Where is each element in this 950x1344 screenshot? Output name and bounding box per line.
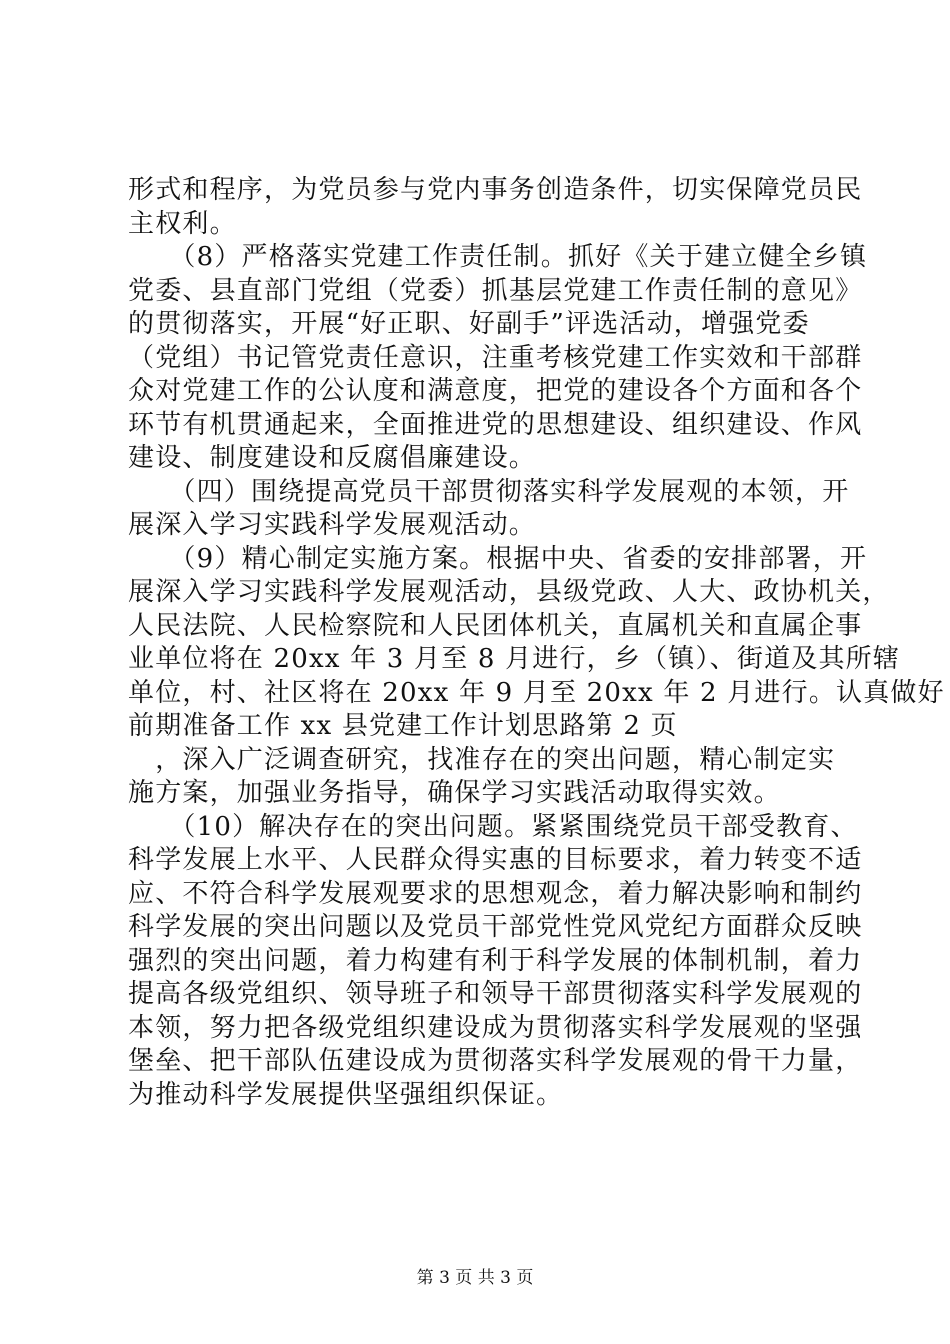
text-line: 环节有机贯通起来，全面推进党的思想建设、组织建设、作风	[128, 409, 863, 440]
text-line: 为推动科学发展提供坚强组织保证。	[128, 1079, 564, 1110]
text-line: （10）解决存在的突出问题。紧紧围绕党员干部受教育、	[128, 811, 858, 842]
text-line: ，深入广泛调查研究，找准存在的突出问题，精心制定实	[128, 744, 836, 775]
text-line: 人民法院、人民检察院和人民团体机关，直属机关和直属企事	[128, 610, 863, 641]
text-line: 展深入学习实践科学发展观活动。	[128, 510, 537, 540]
text-line: 施方案，加强业务指导，确保学习实践活动取得实效。	[128, 778, 781, 808]
text-line: 主权利。	[128, 208, 237, 239]
text-line: 党委、县直部门党组（党委）抓基层党建工作责任制的意见》	[128, 275, 863, 306]
text-line: 业单位将在 20xx 年 3 月至 8 月进行，乡（镇）、街道及其所辖	[128, 644, 901, 674]
text-line: 科学发展上水平、人民群众得实惠的目标要求，着力转变不适	[128, 845, 863, 875]
page-number-label: 第 3 页 共 3 页	[416, 1268, 534, 1288]
text-line: 提高各级党组织、领导班子和领导干部贯彻落实科学发展观的	[128, 979, 863, 1009]
text-line: 科学发展的突出问题以及党员干部党性党风党纪方面群众反映	[128, 912, 863, 942]
text-line: 建设、制度建设和反腐倡廉建设。	[128, 443, 537, 473]
text-line: （党组）书记管党责任意识，注重考核党建工作实效和干部群	[128, 342, 863, 373]
body-text	[128, 174, 945, 1112]
text-line: 展深入学习实践科学发展观活动，县级党政、人大、政协机关，	[128, 577, 890, 607]
text-line: 本领，努力把各级党组织建设成为贯彻落实科学发展观的坚强	[128, 1012, 863, 1043]
text-line: （9）精心制定实施方案。根据中央、省委的安排部署，开	[128, 543, 868, 574]
text-line: 前期准备工作 xx 县党建工作计划思路第 2 页	[128, 711, 678, 741]
text-line: 众对党建工作的公认度和满意度，把党的建设各个方面和各个	[128, 376, 863, 406]
text-line: 的贯彻落实，开展“好正职、好副手”评选活动，增强党委	[128, 309, 810, 339]
text-line: 单位，村、社区将在 20xx 年 9 月至 20xx 年 2 月进行。认真做好	[128, 677, 945, 708]
text-line: （四）围绕提高党员干部贯彻落实科学发展观的本领，开	[128, 476, 850, 507]
text-line: 堡垒、把干部队伍建设成为贯彻落实科学发展观的骨干力量，	[128, 1046, 863, 1076]
text-line: （8）严格落实党建工作责任制。抓好《关于建立健全乡镇	[128, 242, 868, 272]
page-footer	[0, 1267, 950, 1289]
text-line: 形式和程序，为党员参与党内事务创造条件，切实保障党员民	[128, 175, 863, 205]
text-line: 应、不符合科学发展观要求的思想观念，着力解决影响和制约	[128, 878, 863, 909]
text-line: 强烈的突出问题，着力构建有利于科学发展的体制机制，着力	[128, 945, 863, 976]
